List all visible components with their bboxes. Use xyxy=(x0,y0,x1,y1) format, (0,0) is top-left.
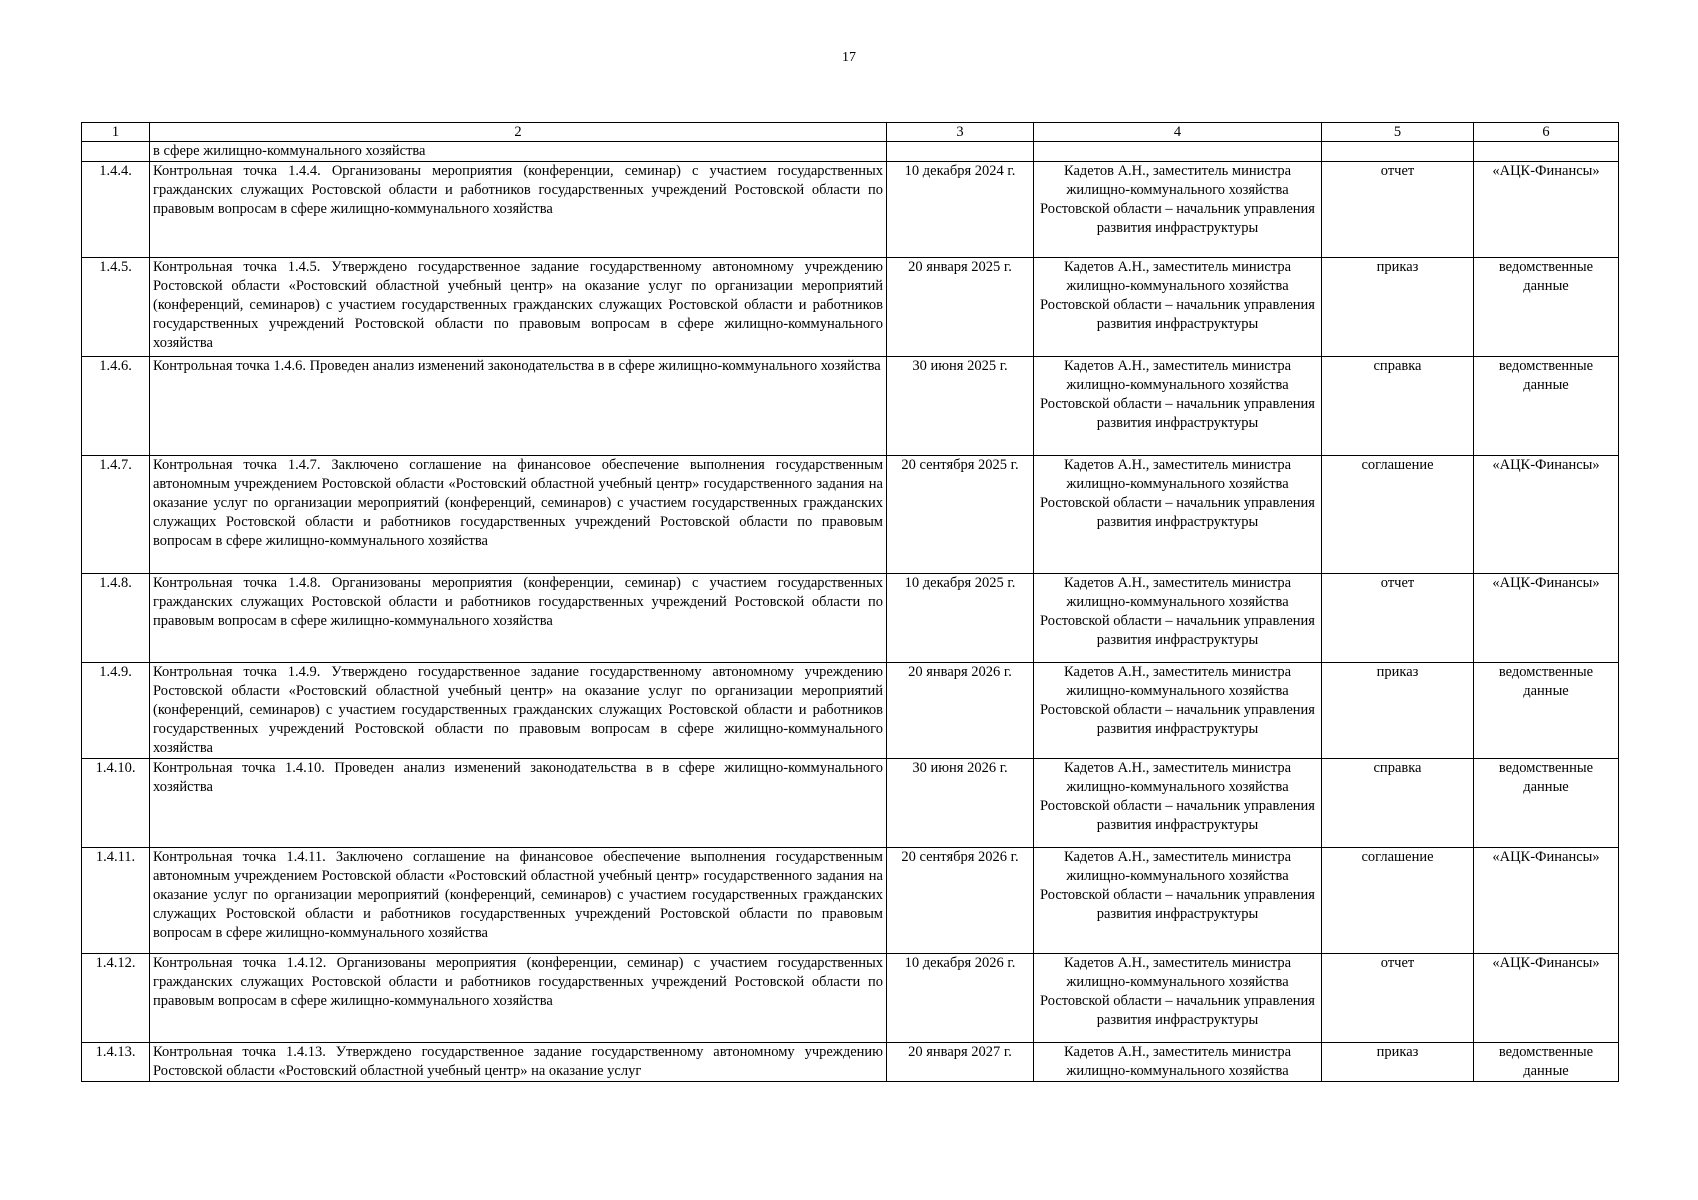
row-date: 20 января 2027 г. xyxy=(887,1043,1034,1082)
table-row xyxy=(82,162,1619,258)
row-document: приказ xyxy=(1322,1043,1474,1082)
empty-cell xyxy=(1034,142,1322,162)
row-source: «АЦК-Финансы» xyxy=(1474,162,1619,258)
row-description: Контрольная точка 1.4.13. Утверждено государственное задание государственному автономному учреждению Ростовской области «Ростовский областной учебный центр» на оказание услуг xyxy=(150,1043,887,1082)
row-responsible: Кадетов А.Н., заместитель министра жилищно-коммунального хозяйства Ростовской области – начальник управления развития инфраструктуры xyxy=(1034,258,1322,357)
row-responsible: Кадетов А.Н., заместитель министра жилищно-коммунального хозяйства xyxy=(1034,1043,1322,1082)
table-row xyxy=(82,456,1619,574)
column-header-5: 5 xyxy=(1322,123,1474,142)
column-number-row xyxy=(82,123,1619,142)
row-number: 1.4.8. xyxy=(82,574,150,663)
row-date: 10 декабря 2025 г. xyxy=(887,574,1034,663)
table-row xyxy=(82,954,1619,1043)
row-document: приказ xyxy=(1322,258,1474,357)
row-date: 10 декабря 2026 г. xyxy=(887,954,1034,1043)
row-source: «АЦК-Финансы» xyxy=(1474,954,1619,1043)
table-row xyxy=(82,574,1619,663)
row-number: 1.4.11. xyxy=(82,848,150,954)
row-description: Контрольная точка 1.4.10. Проведен анализ изменений законодательства в в сфере жилищно-коммунального хозяйства xyxy=(150,759,887,848)
column-header-2: 2 xyxy=(150,123,887,142)
row-number: 1.4.6. xyxy=(82,357,150,456)
row-description: Контрольная точка 1.4.4. Организованы мероприятия (конференции, семинар) с участием государственных гражданских служащих Ростовской области и работников государственных учреждений Ростовской области по правовым вопросам в сфере жилищно-коммунального хозяйства xyxy=(150,162,887,258)
row-source: «АЦК-Финансы» xyxy=(1474,848,1619,954)
row-description: Контрольная точка 1.4.9. Утверждено государственное задание государственному автономному учреждению Ростовской области «Ростовский областной учебный центр» на оказание услуг по организации мероприятий (конференций, семинаров) с участием государственных гражданских служащих Ростовской области и работников государственных учреждений Ростовской области по правовым вопросам в сфере жилищно-коммунального хозяйства xyxy=(150,663,887,759)
row-date: 30 июня 2026 г. xyxy=(887,759,1034,848)
row-responsible: Кадетов А.Н., заместитель министра жилищно-коммунального хозяйства Ростовской области – начальник управления развития инфраструктуры xyxy=(1034,663,1322,759)
column-header-1: 1 xyxy=(82,123,150,142)
row-description: Контрольная точка 1.4.12. Организованы мероприятия (конференции, семинар) с участием государственных гражданских служащих Ростовской области и работников государственных учреждений Ростовской области по правовым вопросам в сфере жилищно-коммунального хозяйства xyxy=(150,954,887,1043)
control-points-table xyxy=(81,122,1619,1082)
column-header-3: 3 xyxy=(887,123,1034,142)
row-date: 20 января 2025 г. xyxy=(887,258,1034,357)
row-source: ведомственные данные xyxy=(1474,1043,1619,1082)
continuation-row xyxy=(82,142,1619,162)
table-row xyxy=(82,663,1619,759)
row-description: Контрольная точка 1.4.7. Заключено соглашение на финансовое обеспечение выполнения государственным автономным учреждением Ростовской области «Ростовский областной учебный центр» государственного задания на оказание услуг по организации мероприятий (конференций, семинаров) с участием государственных гражданских служащих Ростовской области и работников государственных учреждений Ростовской области по правовым вопросам в сфере жилищно-коммунального хозяйства xyxy=(150,456,887,574)
row-responsible: Кадетов А.Н., заместитель министра жилищно-коммунального хозяйства Ростовской области – начальник управления развития инфраструктуры xyxy=(1034,759,1322,848)
row-date: 30 июня 2025 г. xyxy=(887,357,1034,456)
row-source: ведомственные данные xyxy=(1474,759,1619,848)
row-description: Контрольная точка 1.4.8. Организованы мероприятия (конференции, семинар) с участием государственных гражданских служащих Ростовской области и работников государственных учреждений Ростовской области по правовым вопросам в сфере жилищно-коммунального хозяйства xyxy=(150,574,887,663)
row-description: Контрольная точка 1.4.5. Утверждено государственное задание государственному автономному учреждению Ростовской области «Ростовский областной учебный центр» на оказание услуг по организации мероприятий (конференций, семинаров) с участием государственных гражданских служащих Ростовской области и работников государственных учреждений Ростовской области по правовым вопросам в сфере жилищно-коммунального хозяйства xyxy=(150,258,887,357)
row-document: отчет xyxy=(1322,162,1474,258)
table-row xyxy=(82,1043,1619,1082)
row-source: ведомственные данные xyxy=(1474,357,1619,456)
row-number: 1.4.9. xyxy=(82,663,150,759)
row-number: 1.4.5. xyxy=(82,258,150,357)
table-row xyxy=(82,258,1619,357)
row-number: 1.4.12. xyxy=(82,954,150,1043)
row-document: отчет xyxy=(1322,954,1474,1043)
row-document: отчет xyxy=(1322,574,1474,663)
row-responsible: Кадетов А.Н., заместитель министра жилищно-коммунального хозяйства Ростовской области – начальник управления развития инфраструктуры xyxy=(1034,954,1322,1043)
row-number: 1.4.10. xyxy=(82,759,150,848)
row-responsible: Кадетов А.Н., заместитель министра жилищно-коммунального хозяйства Ростовской области – начальник управления развития инфраструктуры xyxy=(1034,848,1322,954)
row-number: 1.4.4. xyxy=(82,162,150,258)
empty-cell xyxy=(887,142,1034,162)
row-document: приказ xyxy=(1322,663,1474,759)
row-description: Контрольная точка 1.4.6. Проведен анализ изменений законодательства в в сфере жилищно-коммунального хозяйства xyxy=(150,357,887,456)
row-document: справка xyxy=(1322,759,1474,848)
row-document: соглашение xyxy=(1322,848,1474,954)
row-source: «АЦК-Финансы» xyxy=(1474,456,1619,574)
row-number: 1.4.7. xyxy=(82,456,150,574)
empty-cell xyxy=(1322,142,1474,162)
row-responsible: Кадетов А.Н., заместитель министра жилищно-коммунального хозяйства Ростовской области – начальник управления развития инфраструктуры xyxy=(1034,574,1322,663)
column-header-4: 4 xyxy=(1034,123,1322,142)
empty-cell xyxy=(1474,142,1619,162)
table-row xyxy=(82,759,1619,848)
table-row xyxy=(82,357,1619,456)
row-date: 20 сентября 2025 г. xyxy=(887,456,1034,574)
row-document: соглашение xyxy=(1322,456,1474,574)
row-source: «АЦК-Финансы» xyxy=(1474,574,1619,663)
row-number: 1.4.13. xyxy=(82,1043,150,1082)
row-date: 20 сентября 2026 г. xyxy=(887,848,1034,954)
row-source: ведомственные данные xyxy=(1474,258,1619,357)
row-responsible: Кадетов А.Н., заместитель министра жилищно-коммунального хозяйства Ростовской области – начальник управления развития инфраструктуры xyxy=(1034,357,1322,456)
column-header-6: 6 xyxy=(1474,123,1619,142)
table-row xyxy=(82,848,1619,954)
row-responsible: Кадетов А.Н., заместитель министра жилищно-коммунального хозяйства Ростовской области – начальник управления развития инфраструктуры xyxy=(1034,456,1322,574)
row-responsible: Кадетов А.Н., заместитель министра жилищно-коммунального хозяйства Ростовской области – начальник управления развития инфраструктуры xyxy=(1034,162,1322,258)
row-document: справка xyxy=(1322,357,1474,456)
row-date: 10 декабря 2024 г. xyxy=(887,162,1034,258)
row-number-cell xyxy=(82,142,150,162)
row-date: 20 января 2026 г. xyxy=(887,663,1034,759)
continuation-text: в сфере жилищно-коммунального хозяйства xyxy=(150,142,887,162)
row-description: Контрольная точка 1.4.11. Заключено соглашение на финансовое обеспечение выполнения государственным автономным учреждением Ростовской области «Ростовский областной учебный центр» государственного задания на оказание услуг по организации мероприятий (конференций, семинаров) с участием государственных гражданских служащих Ростовской области и работников государственных учреждений Ростовской области по правовым вопросам в сфере жилищно-коммунального хозяйства xyxy=(150,848,887,954)
page-number: 17 xyxy=(842,50,856,65)
row-source: ведомственные данные xyxy=(1474,663,1619,759)
